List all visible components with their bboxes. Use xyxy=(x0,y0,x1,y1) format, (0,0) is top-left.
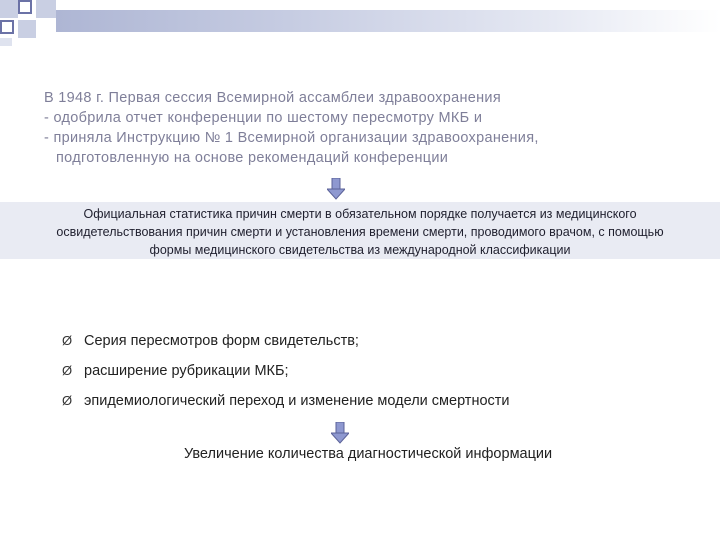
bullet-arrow-icon: Ø xyxy=(62,333,73,348)
band-line: формы медицинского свидетельства из международной классификации xyxy=(149,243,571,257)
down-arrow-icon xyxy=(331,422,349,444)
list-item xyxy=(62,360,662,390)
decor-square xyxy=(36,0,56,18)
bullet-arrow-icon: Ø xyxy=(62,363,73,378)
intro-line: подготовленную на основе рекомендаций конференции xyxy=(56,150,449,166)
bullet-arrow-icon: Ø xyxy=(62,393,73,408)
intro-line: В 1948 г. Первая сессия Всемирной ассамблеи здравоохранения xyxy=(44,90,501,106)
list-item-text: расширение рубрикации МКБ; xyxy=(84,363,289,379)
official-statistics-band xyxy=(0,202,720,259)
intro-text xyxy=(44,88,664,168)
list-item xyxy=(62,330,662,360)
decor-square-outline xyxy=(0,20,14,34)
intro-line: - приняла Инструкцию № 1 Всемирной организации здравоохранения, xyxy=(44,130,539,146)
bullet-list xyxy=(62,330,662,420)
list-item xyxy=(62,390,662,420)
decor-square xyxy=(18,20,36,38)
header-gradient-bar xyxy=(56,10,720,32)
down-arrow-icon xyxy=(327,178,345,200)
list-item-text: эпидемиологический переход и изменение модели смертности xyxy=(84,393,510,409)
decor-square-outline xyxy=(18,0,32,14)
intro-line: - одобрила отчет конференции по шестому пересмотру МКБ и xyxy=(44,110,483,126)
decor-square xyxy=(0,0,18,18)
band-line: Официальная статистика причин смерти в обязательном порядке получается из медицинского xyxy=(83,207,637,221)
decor-square xyxy=(0,38,12,46)
band-line: освидетельствования причин смерти и установления времени смерти, проводимого врачом, с помощью xyxy=(56,225,664,239)
list-item-text: Серия пересмотров форм свидетельств; xyxy=(84,333,359,349)
result-text: Увеличение количества диагностической информации xyxy=(184,446,553,462)
